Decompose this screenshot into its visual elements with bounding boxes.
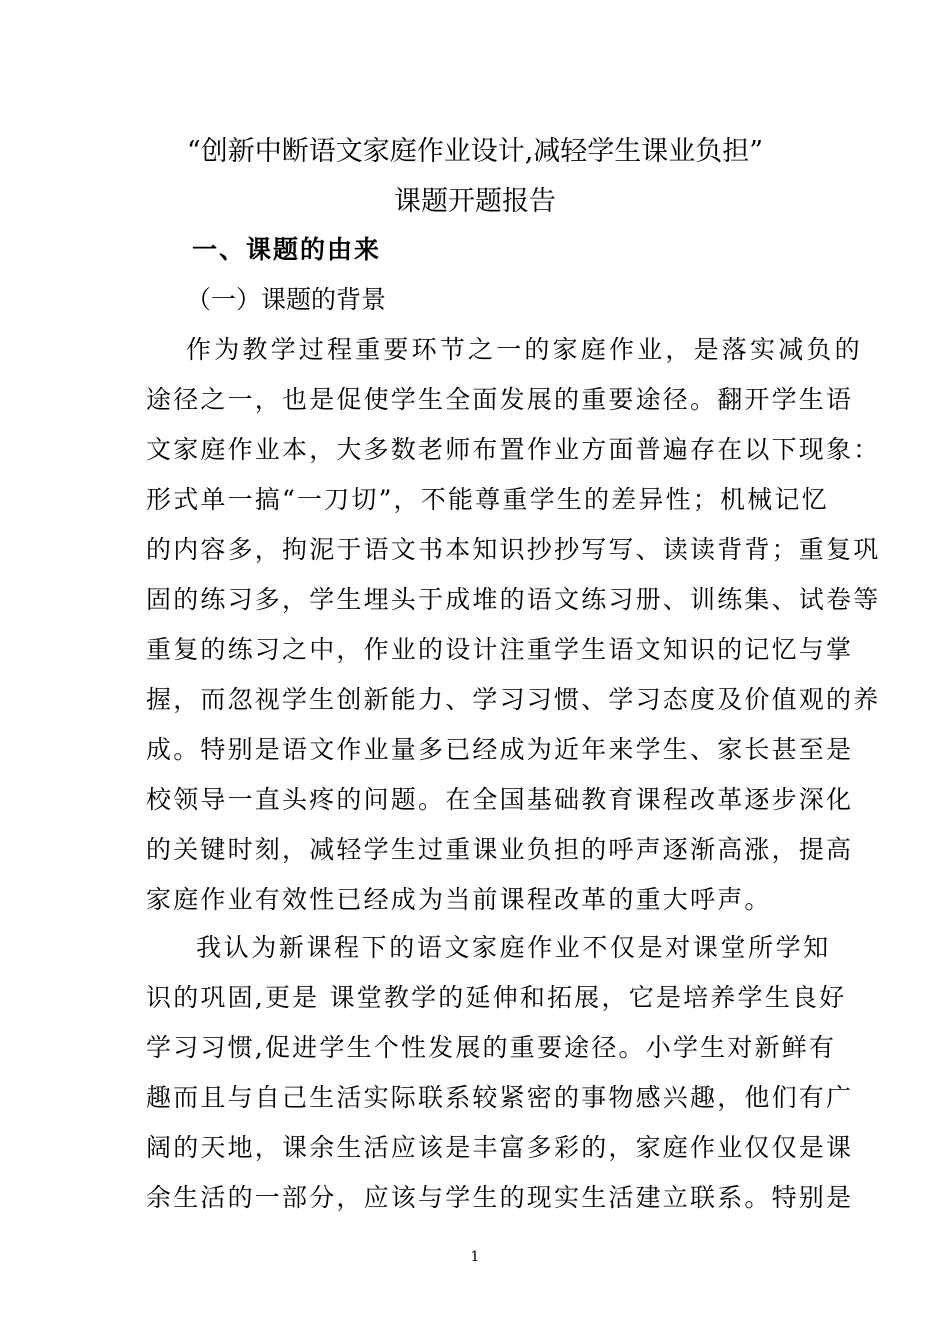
title-line-1: “创新中断语文家庭作业设计,减轻学生课业负担” [186,136,764,167]
paragraph-line: 趣而且与自己生活实际联系较紧密的事物感兴趣，他们有广 [146,1083,854,1112]
page-number: 1 [470,1249,480,1265]
paragraph-line: 我认为新课程下的语文家庭作业不仅是对课堂所学知 [196,933,831,962]
paragraph-line: 形式单一搞“一刀切”，不能尊重学生的差异性；机械记忆 [146,485,829,514]
paragraph-line: 识的巩固,更是 课堂教学的延伸和拓展，它是培养学生良好 [146,983,847,1012]
paragraph-line: 校领导一直头疼的问题。在全国基础教育课程改革逐步深化 [146,785,854,814]
paragraph-line: 学习习惯,促进学生个性发展的重要途径。小学生对新鲜有 [146,1033,837,1062]
paragraph-line: 家庭作业有效性已经成为当前课程改革的重大呼声。 [146,885,772,914]
paragraph-line: 途径之一，也是促使学生全面发展的重要途径。翻开学生语 [146,385,854,414]
paragraph-line: 阔的天地，课余生活应该是丰富多彩的，家庭作业仅仅是课 [146,1133,854,1162]
paragraph-line: 握，而忽视学生创新能力、学习习惯、学习态度及价值观的养 [146,685,881,714]
paragraph-line: 成。特别是语文作业量多已经成为近年来学生、家长甚至是 [146,735,854,764]
section-heading: 一、课题的由来 [192,235,382,264]
paragraph-line: 固的练习多，学生埋头于成堆的语文练习册、训练集、试卷等 [146,585,881,614]
paragraph-line: 作为教学过程重要环节之一的家庭作业，是落实减负的 [186,335,863,364]
paragraph-line: 文家庭作业本，大多数老师布置作业方面普遍存在以下现象： [146,435,881,464]
paragraph-line: 的关键时刻，减轻学生过重课业负担的呼声逐渐高涨，提高 [146,835,854,864]
paragraph-line: 的内容多，拘泥于语文书本知识抄抄写写、读读背背；重复巩 [146,535,881,564]
paragraph-line: 余生活的一部分，应该与学生的现实生活建立联系。特别是 [146,1183,854,1212]
subsection-heading: （一）课题的背景 [186,285,387,314]
paragraph-line: 重复的练习之中，作业的设计注重学生语文知识的记忆与掌 [146,635,854,664]
title-line-2: 课题开题报告 [394,186,556,217]
